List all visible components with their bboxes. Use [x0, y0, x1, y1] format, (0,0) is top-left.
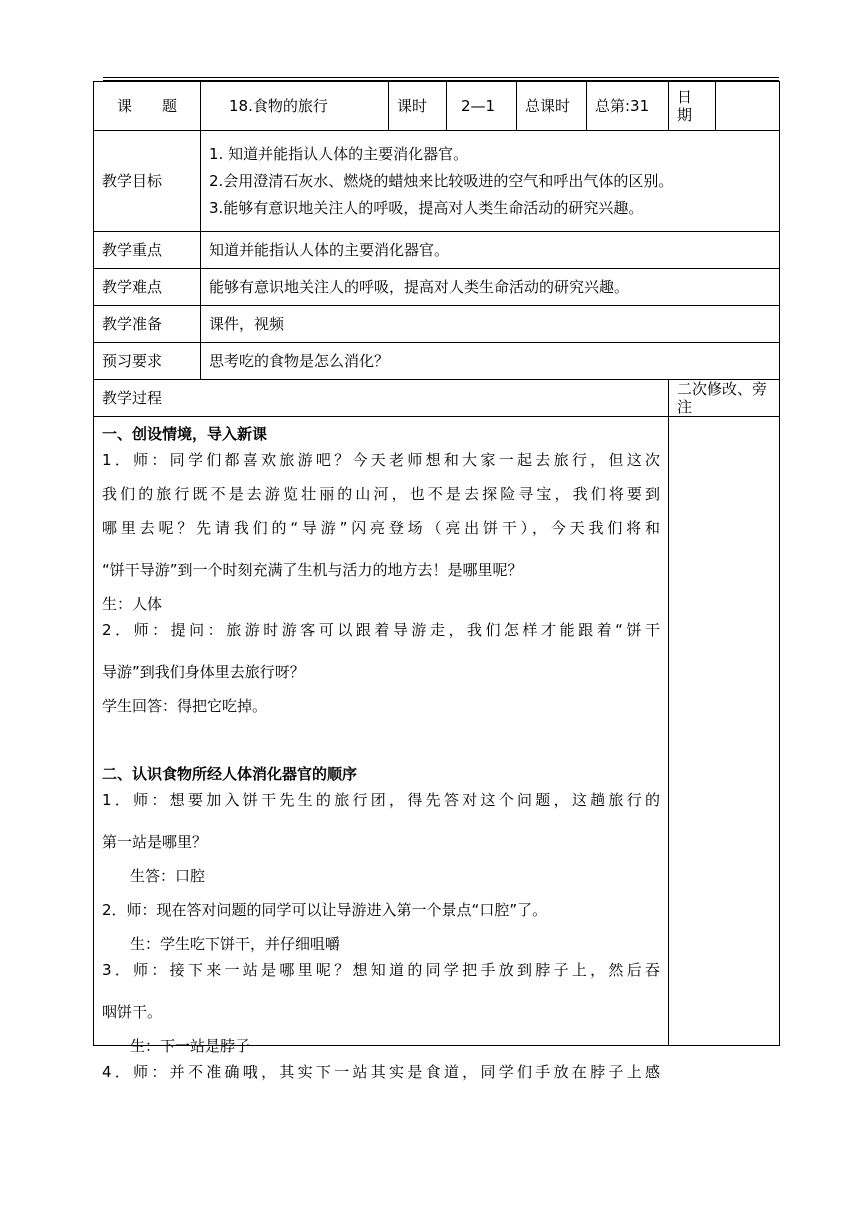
period-value: 2—1 [447, 82, 517, 131]
key-points-row [94, 232, 780, 269]
student-answer: 生答：口腔 [130, 867, 206, 885]
section-heading: 一、创设情境，导入新课 [102, 425, 268, 443]
student-answer: 生：人体 [102, 595, 163, 613]
side-notes-label: 二次修改、旁注 [669, 380, 780, 417]
preview-row [94, 343, 780, 380]
process-content [94, 417, 669, 1081]
period-label: 课时 [389, 82, 447, 131]
topic-value: 18.食物的旅行 [201, 82, 389, 131]
total-value: 总第:31 [587, 82, 669, 131]
date-label-bottom: 期 [677, 106, 693, 124]
lesson-plan-table [93, 81, 780, 1081]
goal-item: 2.会用澄清石灰水、燃烧的蜡烛来比较吸进的空气和呼出气体的区别。 [209, 172, 674, 190]
paragraph-line: 第一站是哪里？ [102, 833, 208, 851]
preview-value: 思考吃的食物是怎么消化？ [201, 343, 780, 380]
topic-label: 课 题 [94, 82, 201, 131]
paragraph-line: 3．师：接下来一站是哪里呢？想知道的同学把手放到脖子上，然后吞 [102, 961, 660, 979]
paragraph-line: 哪里去呢？先请我们的“导游”闪亮登场（亮出饼干），今天我们将和 [102, 519, 660, 537]
preparation-value: 课件，视频 [201, 306, 780, 343]
header-rule-top [103, 77, 779, 78]
goal-item: 1. 知道并能指认人体的主要消化器官。 [209, 145, 469, 163]
goals-content [201, 131, 780, 232]
total-label: 总课时 [517, 82, 587, 131]
date-label-top: 日 [677, 88, 693, 106]
preparation-row [94, 306, 780, 343]
paragraph-line: 1．师：同学们都喜欢旅游吧？今天老师想和大家一起去旅行，但这次 [102, 451, 660, 469]
goals-label: 教学目标 [94, 131, 201, 232]
key-points-label: 教学重点 [94, 232, 201, 269]
student-answer: 生：学生吃下饼干，并仔细咀嚼 [130, 935, 341, 953]
difficulties-value: 能够有意识地关注人的呼吸，提高对人类生命活动的研究兴趣。 [201, 269, 780, 306]
key-points-value: 知道并能指认人体的主要消化器官。 [201, 232, 780, 269]
header-row [94, 82, 780, 131]
difficulties-row [94, 269, 780, 306]
blank-line [102, 723, 660, 757]
process-header-row [94, 380, 780, 417]
preview-label: 预习要求 [94, 343, 201, 380]
paragraph-line: 咽饼干。 [102, 1003, 163, 1021]
paragraph-line: “饼干导游”到一个时刻充满了生机与活力的地方去！是哪里呢？ [102, 561, 523, 579]
goal-item: 3.能够有意识地关注人的呼吸，提高对人类生命活动的研究兴趣。 [209, 199, 644, 217]
date-value [716, 82, 780, 131]
student-answer: 生：下一站是脖子 [130, 1037, 251, 1055]
student-answer: 学生回答：得把它吃掉。 [102, 697, 268, 715]
process-label: 教学过程 [94, 380, 669, 417]
paragraph-line: 导游”到我们身体里去旅行呀？ [102, 663, 305, 681]
paragraph-line: 2．师：提问：旅游时游客可以跟着导游走，我们怎样才能跟着“饼干 [102, 621, 660, 639]
paragraph-line: 1．师：想要加入饼干先生的旅行团，得先答对这个问题，这趟旅行的 [102, 791, 660, 809]
paragraph-line: 我们的旅行既不是去游览壮丽的山河，也不是去探险寻宝，我们将要到 [102, 485, 660, 503]
date-label [669, 82, 716, 131]
paragraph-line: 4．师：并不准确哦，其实下一站其实是食道，同学们手放在脖子上感 [102, 1063, 660, 1081]
side-notes-area [669, 417, 780, 1046]
paragraph-line: 2．师：现在答对问题的同学可以让导游进入第一个景点“口腔”了。 [102, 901, 548, 919]
difficulties-label: 教学难点 [94, 269, 201, 306]
preparation-label: 教学准备 [94, 306, 201, 343]
process-body-row [94, 417, 780, 1046]
section-heading: 二、认识食物所经人体消化器官的顺序 [102, 765, 358, 783]
goals-row [94, 131, 780, 232]
